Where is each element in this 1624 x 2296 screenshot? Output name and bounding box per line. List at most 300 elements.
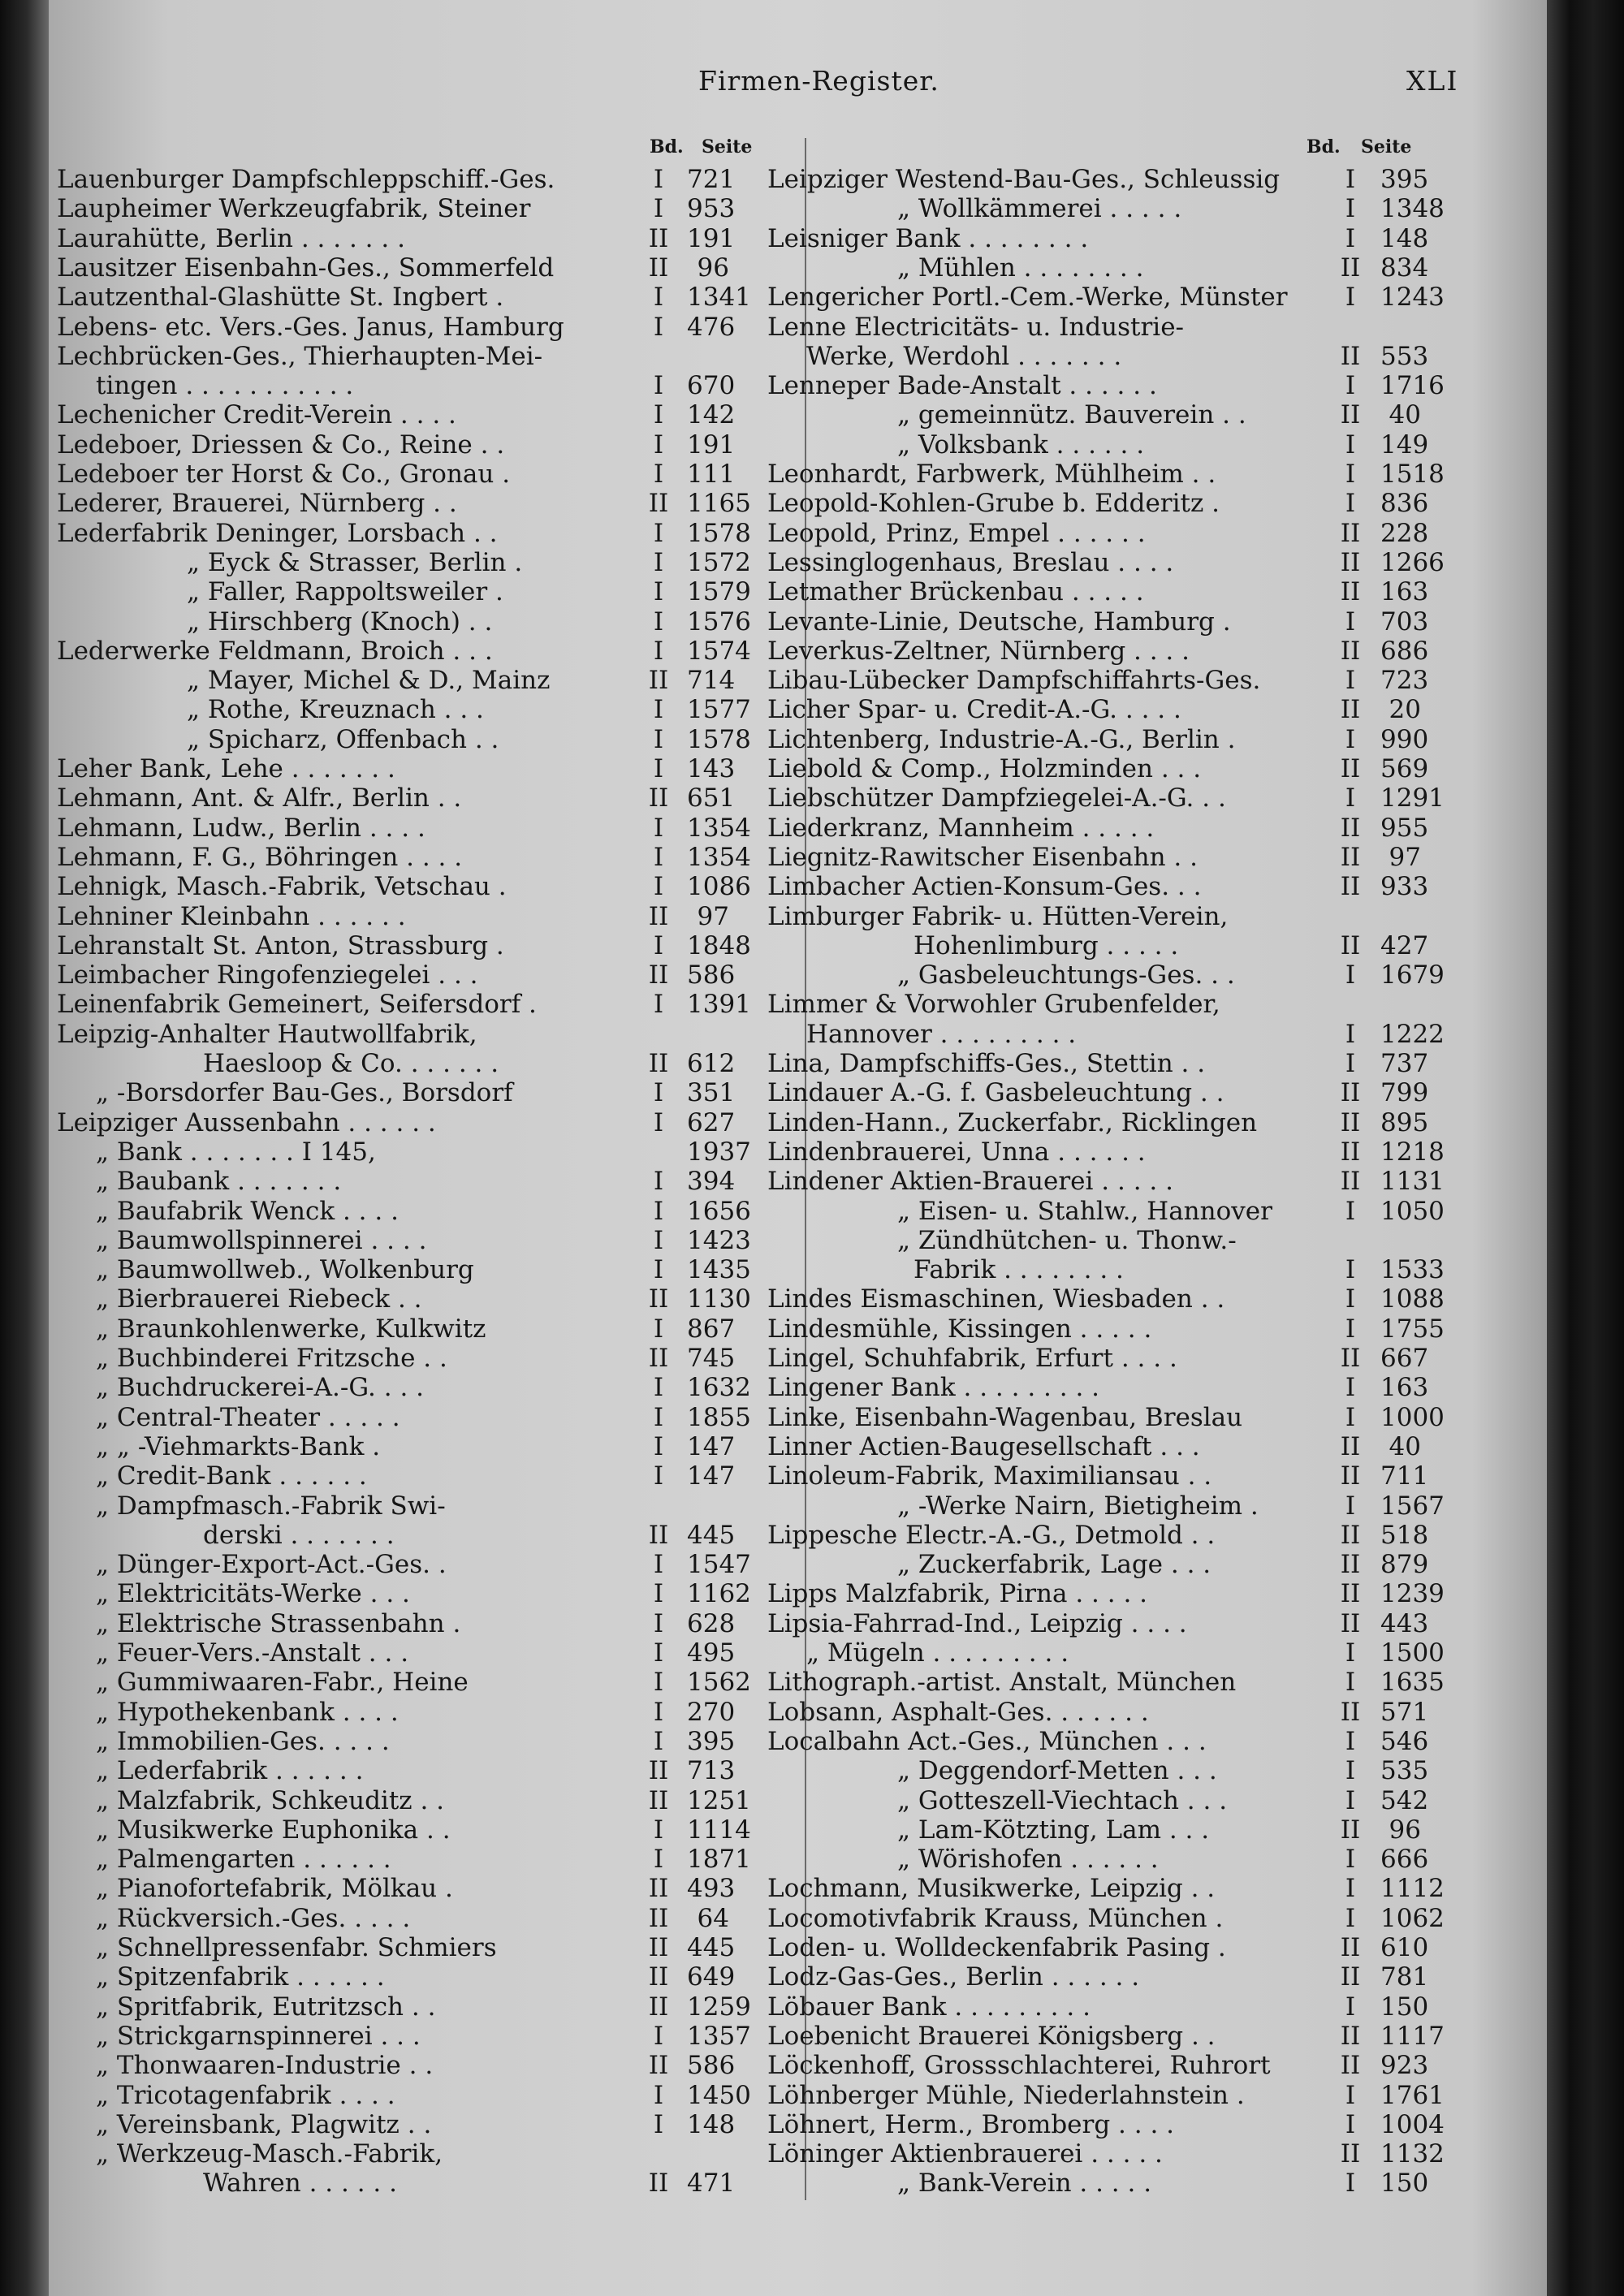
entry-name: „ Immobilien-Ges. . . . . <box>96 1726 390 1756</box>
entry-name: „ Eisen- u. Stahlw., Hannover <box>897 1196 1272 1226</box>
entry-name: „ Deggendorf-Metten . . . <box>897 1756 1217 1786</box>
index-entry <box>57 1550 751 1580</box>
entry-volume: II <box>1340 2139 1361 2169</box>
entry-page: 1004 <box>1380 2109 1445 2139</box>
entry-page: 1391 <box>687 990 751 1020</box>
entry-volume: II <box>1340 1078 1361 1108</box>
entry-volume: I <box>653 1845 664 1875</box>
entry-name: tingen . . . . . . . . . . . <box>96 371 354 401</box>
entry-volume: I <box>1345 460 1356 489</box>
entry-volume: II <box>648 2169 669 2199</box>
index-entry <box>767 1962 1441 1992</box>
entry-page: 163 <box>1380 1373 1429 1403</box>
entry-page: 40 <box>1389 400 1421 430</box>
index-entry <box>767 814 1441 843</box>
entry-page: 923 <box>1380 2051 1429 2081</box>
entry-volume: I <box>653 872 664 902</box>
index-entry <box>57 1020 731 1049</box>
index-entry <box>767 489 1441 518</box>
entry-volume: I <box>1345 1373 1356 1403</box>
index-entry <box>57 312 736 342</box>
entry-page: 721 <box>687 165 736 194</box>
entry-page: 723 <box>1380 666 1429 696</box>
index-entry <box>57 1402 751 1432</box>
entry-volume: I <box>653 312 664 342</box>
entry-page: 799 <box>1380 1078 1429 1108</box>
entry-volume: II <box>1340 1697 1361 1727</box>
entry-page: 627 <box>687 1107 736 1137</box>
entry-name: Leipzig-Anhalter Hautwollfabrik, <box>57 1019 477 1049</box>
entry-volume: II <box>1340 2021 1361 2051</box>
entry-name: Lithograph.-artist. Anstalt, München <box>767 1668 1237 1698</box>
entry-page: 148 <box>687 2109 736 2139</box>
entry-page: 1500 <box>1380 1638 1445 1668</box>
entry-volume: I <box>653 429 664 460</box>
index-entry <box>57 1314 736 1344</box>
entry-page: 150 <box>1380 1992 1429 2022</box>
entry-page: 745 <box>687 1344 736 1373</box>
index-entry <box>57 489 751 519</box>
entry-name: „ Zuckerfabrik, Lage . . . <box>897 1550 1212 1580</box>
index-entry <box>767 1255 1445 1285</box>
index-entry <box>767 1815 1441 1845</box>
entry-name: Lindesmühle, Kissingen . . . . . <box>767 1314 1152 1344</box>
index-entry <box>767 1521 1441 1550</box>
entry-name: „ Lam-Kötzting, Lam . . . <box>897 1815 1210 1845</box>
entry-name: Hannover . . . . . . . . . <box>806 1019 1077 1049</box>
entry-volume: II <box>648 1756 669 1786</box>
index-entry <box>57 872 751 902</box>
index-entry <box>767 902 1441 931</box>
entry-page: 895 <box>1380 1107 1429 1137</box>
entry-name: Lindes Eismaschinen, Wiesbaden . . <box>767 1284 1225 1314</box>
index-entry <box>57 2021 751 2051</box>
entry-volume: II <box>648 1933 669 1962</box>
entry-volume: I <box>653 1726 664 1756</box>
index-entry <box>767 1491 1445 1521</box>
entry-name: Leverkus-Zeltner, Nürnberg . . . . <box>767 636 1190 666</box>
index-entry <box>767 1786 1441 1815</box>
entry-name: Letmather Brückenbau . . . . . <box>767 577 1144 607</box>
right-seite-heading: Seite <box>1361 136 1412 158</box>
entry-volume: I <box>653 1225 664 1255</box>
entry-volume: II <box>1340 1344 1361 1373</box>
entry-name: „ Spicharz, Offenbach . . <box>187 724 499 754</box>
entry-volume: II <box>648 666 669 696</box>
entry-volume: I <box>653 165 664 194</box>
entry-name: Lipsia-Fahrrad-Ind., Leipzig . . . . <box>767 1608 1187 1638</box>
entry-page: 395 <box>687 1726 736 1756</box>
entry-volume: I <box>1345 1756 1356 1786</box>
entry-volume: II <box>648 901 669 931</box>
index-entry <box>767 1727 1441 1756</box>
entry-volume: II <box>1340 1461 1361 1491</box>
entry-volume: I <box>1345 960 1356 990</box>
entry-page: 1243 <box>1380 283 1445 313</box>
entry-page: 1239 <box>1380 1579 1445 1609</box>
entry-volume: I <box>1345 2109 1356 2139</box>
entry-name: Lausitzer Eisenbahn-Ges., Sommerfeld <box>57 252 555 283</box>
entry-volume: I <box>1345 223 1356 253</box>
index-entry <box>57 960 736 990</box>
entry-volume: I <box>1345 1284 1356 1314</box>
entry-page: 1574 <box>687 636 751 666</box>
entry-volume: I <box>653 1579 664 1609</box>
entry-volume: II <box>648 2051 669 2081</box>
index-entry <box>767 2021 1445 2051</box>
index-entry <box>767 1461 1441 1491</box>
entry-volume: I <box>1345 1668 1356 1698</box>
entry-page: 586 <box>687 2051 736 2081</box>
entry-volume: I <box>1345 489 1356 519</box>
index-entry <box>57 606 751 637</box>
entry-name: „ Feuer-Vers.-Anstalt . . . <box>96 1638 409 1668</box>
index-entry <box>57 783 736 814</box>
index-entry <box>57 1137 751 1167</box>
entry-page: 270 <box>687 1697 736 1727</box>
right-bd-heading: Bd. <box>1307 136 1341 158</box>
entry-name: Lederwerke Feldmann, Broich . . . <box>57 636 493 666</box>
entry-page: 714 <box>687 666 736 696</box>
entry-name: „ -Borsdorfer Bau-Ges., Borsdorf <box>96 1078 513 1108</box>
entry-volume: I <box>653 2080 664 2110</box>
entry-volume: II <box>648 1049 669 1078</box>
entry-page: 495 <box>687 1638 736 1668</box>
entry-page: 1572 <box>687 547 751 577</box>
entry-name: Lingel, Schuhfabrik, Erfurt . . . . <box>767 1344 1177 1373</box>
entry-name: „ Wörishofen . . . . . . <box>897 1845 1159 1875</box>
entry-volume: I <box>653 1196 664 1226</box>
index-entry <box>767 1402 1445 1432</box>
index-entry <box>767 1638 1445 1668</box>
index-entry <box>57 1461 736 1491</box>
index-entry <box>57 223 736 253</box>
entry-volume: I <box>653 1373 664 1403</box>
entry-volume: I <box>1345 1992 1356 2022</box>
entry-name: Leinenfabrik Gemeinert, Seifersdorf . <box>57 990 537 1020</box>
index-entry <box>767 1432 1441 1461</box>
page-number: XLI <box>1406 65 1459 97</box>
index-entry <box>57 1431 736 1461</box>
entry-volume: II <box>1340 930 1361 960</box>
index-entry <box>767 754 1441 783</box>
index-entry <box>57 1904 731 1933</box>
entry-page: 737 <box>1380 1049 1429 1078</box>
entry-page: 586 <box>687 960 736 990</box>
entry-page: 1266 <box>1380 547 1445 577</box>
index-entry <box>767 224 1441 253</box>
page-title: Firmen-Register. <box>698 65 939 97</box>
entry-volume: II <box>1340 341 1361 371</box>
entry-volume: I <box>653 1314 664 1344</box>
entry-volume: I <box>1345 1785 1356 1815</box>
entry-name: Lehnigk, Masch.-Fabrik, Vetschau . <box>57 872 507 902</box>
entry-page: 150 <box>1380 2169 1429 2199</box>
index-entry <box>57 194 736 224</box>
entry-volume: I <box>653 2021 664 2051</box>
index-entry <box>57 2109 736 2139</box>
entry-page: 1533 <box>1380 1255 1445 1285</box>
entry-volume: I <box>653 636 664 666</box>
entry-name: Lessinglogenhaus, Breslau . . . . <box>767 547 1174 577</box>
entry-volume: I <box>1345 724 1356 754</box>
entry-page: 351 <box>687 1078 736 1108</box>
entry-volume: II <box>1340 1520 1361 1550</box>
entry-volume: I <box>653 1167 664 1197</box>
entry-page: 471 <box>687 2169 736 2199</box>
entry-name: „ Mühlen . . . . . . . . <box>897 252 1144 283</box>
entry-volume: II <box>1340 636 1361 666</box>
entry-name: Laurahütte, Berlin . . . . . . . <box>57 223 405 253</box>
index-entry <box>767 2139 1445 2169</box>
entry-name: „ Dampfmasch.-Fabrik Swi- <box>96 1491 446 1521</box>
index-entry <box>57 636 751 666</box>
entry-page: 1578 <box>687 724 751 754</box>
entry-page: 111 <box>687 460 736 489</box>
entry-name: Löbauer Bank . . . . . . . . . <box>767 1992 1091 2022</box>
entry-name: „ Malzfabrik, Schkeuditz . . <box>96 1785 445 1815</box>
entry-page: 1435 <box>687 1255 751 1285</box>
entry-page: 569 <box>1380 754 1429 783</box>
entry-volume: I <box>1345 429 1356 460</box>
index-entry <box>57 1962 736 1992</box>
entry-name: Werke, Werdohl . . . . . . . <box>806 341 1122 371</box>
entry-page: 711 <box>1380 1461 1429 1491</box>
entry-volume: II <box>648 783 669 814</box>
index-entry <box>767 783 1445 814</box>
index-entry <box>767 547 1445 577</box>
index-entry <box>57 1373 751 1403</box>
entry-name: „ Schnellpressenfabr. Schmiers <box>96 1933 497 1962</box>
index-entry <box>767 637 1441 666</box>
index-entry <box>57 1225 751 1255</box>
entry-name: Löhnberger Mühle, Niederlahnstein . <box>767 2080 1245 2110</box>
index-entry <box>767 1903 1445 1933</box>
entry-name: Lippesche Electr.-A.-G., Detmold . . <box>767 1520 1216 1550</box>
entry-name: Liegnitz-Rawitscher Eisenbahn . . <box>767 842 1198 872</box>
entry-page: 703 <box>1380 606 1429 637</box>
index-entry <box>57 2139 731 2169</box>
index-entry <box>767 253 1441 283</box>
entry-page: 834 <box>1380 252 1429 283</box>
entry-volume: II <box>1340 754 1361 783</box>
entry-page: 990 <box>1380 724 1429 754</box>
entry-page: 1062 <box>1380 1903 1445 1933</box>
entry-page: 142 <box>687 400 736 430</box>
entry-page: 163 <box>1380 577 1429 607</box>
entry-volume: I <box>653 990 664 1020</box>
entry-volume: II <box>648 1874 669 1904</box>
entry-name: „ Strickgarnspinnerei . . . <box>96 2021 421 2051</box>
index-entry <box>57 1756 736 1786</box>
entry-name: „ Faller, Rappoltsweiler . <box>187 577 503 607</box>
entry-page: 394 <box>687 1167 736 1197</box>
entry-name: „ gemeinnütz. Bauverein . . <box>897 400 1246 430</box>
index-entry <box>57 547 751 577</box>
entry-page: 1576 <box>687 606 751 637</box>
entry-name: Lenne Electricitäts- u. Industrie- <box>767 312 1185 342</box>
entry-name: „ Musikwerke Euphonika . . <box>96 1815 451 1845</box>
index-entry <box>57 1785 751 1815</box>
entry-name: Lindauer A.-G. f. Gasbeleuchtung . . <box>767 1078 1224 1108</box>
index-entry <box>767 872 1441 901</box>
index-entry <box>767 1108 1441 1137</box>
entry-name: „ Werkzeug-Masch.-Fabrik, <box>96 2139 443 2169</box>
entry-name: Licher Spar- u. Credit-A.-G. . . . . <box>767 695 1181 725</box>
entry-name: Lederfabrik Deninger, Lorsbach . . <box>57 518 498 548</box>
index-entry <box>767 1933 1441 1962</box>
entry-volume: I <box>653 1815 664 1845</box>
entry-page: 64 <box>697 1903 729 1933</box>
index-entry <box>57 2051 736 2081</box>
entry-volume: I <box>653 460 664 489</box>
entry-name: Limburger Fabrik- u. Hütten-Verein, <box>767 901 1229 931</box>
entry-name: „ Baumwollspinnerei . . . . <box>96 1225 427 1255</box>
index-entry <box>767 460 1445 489</box>
index-entry <box>767 194 1445 224</box>
entry-page: 1632 <box>687 1373 751 1403</box>
entry-page: 713 <box>687 1756 736 1786</box>
entry-name: „ Lederfabrik . . . . . . <box>96 1756 364 1786</box>
entry-page: 40 <box>1389 1431 1421 1461</box>
index-entry <box>767 1019 1445 1049</box>
entry-page: 628 <box>687 1608 736 1638</box>
entry-name: „ Braunkohlenwerke, Kulkwitz <box>96 1314 486 1344</box>
entry-volume: I <box>653 842 664 872</box>
entry-name: Lina, Dampfschiffs-Ges., Stettin . . <box>767 1049 1206 1078</box>
entry-page: 781 <box>1380 1962 1429 1992</box>
entry-name: Lingener Bank . . . . . . . . . <box>767 1373 1100 1403</box>
entry-page: 1050 <box>1380 1196 1445 1226</box>
index-entry <box>57 990 751 1020</box>
entry-volume: I <box>653 400 664 430</box>
index-entry <box>767 2051 1441 2080</box>
entry-page: 1000 <box>1380 1402 1445 1432</box>
index-entry <box>767 1874 1445 1904</box>
entry-page: 1656 <box>687 1196 751 1226</box>
index-entry <box>57 400 736 430</box>
entry-page: 1354 <box>687 842 751 872</box>
entry-page: 493 <box>687 1874 736 1904</box>
entry-name: Liederkranz, Mannheim . . . . . <box>767 813 1155 843</box>
entry-name: Locomotivfabrik Krauss, München . <box>767 1903 1224 1933</box>
entry-page: 610 <box>1380 1933 1429 1962</box>
index-entry <box>767 400 1441 429</box>
index-entry <box>57 165 736 194</box>
entry-name: Levante-Linie, Deutsche, Hamburg . <box>767 606 1231 637</box>
entry-volume: II <box>648 1992 669 2022</box>
entry-name: „ Baumwollweb., Wolkenburg <box>96 1255 474 1285</box>
entry-volume: I <box>1345 606 1356 637</box>
entry-page: 228 <box>1380 518 1429 548</box>
entry-name: „ Mayer, Michel & D., Mainz <box>187 666 551 696</box>
entry-volume: II <box>648 1520 669 1550</box>
entry-name: Löhnert, Herm., Bromberg . . . . <box>767 2109 1175 2139</box>
entry-page: 1114 <box>687 1815 751 1845</box>
index-entry <box>767 1344 1441 1373</box>
entry-name: „ Zündhütchen- u. Thonw.- <box>897 1225 1237 1255</box>
entry-volume: I <box>653 1638 664 1668</box>
entry-page: 1117 <box>1380 2021 1445 2051</box>
entry-volume: I <box>1345 283 1356 313</box>
index-entry <box>767 2080 1445 2110</box>
entry-volume: I <box>1345 666 1356 696</box>
entry-volume: I <box>1345 1049 1356 1078</box>
entry-volume: II <box>1340 1167 1361 1197</box>
entry-name: „ Dünger-Export-Act.-Ges. . <box>96 1550 447 1580</box>
entry-name: „ Spritfabrik, Eutritzsch . . <box>96 1992 436 2022</box>
entry-page: 1222 <box>1380 1019 1445 1049</box>
entry-volume: II <box>648 252 669 283</box>
left-seite-heading: Seite <box>702 136 753 158</box>
index-entry <box>767 1845 1441 1874</box>
index-entry <box>57 1638 736 1668</box>
entry-name: Lipps Malzfabrik, Pirna . . . . . <box>767 1579 1148 1609</box>
index-entry <box>767 577 1441 606</box>
index-entry <box>767 371 1445 401</box>
entry-page: 867 <box>687 1314 736 1344</box>
entry-volume: I <box>653 1431 664 1461</box>
entry-name: Ledeboer, Driessen & Co., Reine . . <box>57 429 505 460</box>
entry-name: Linden-Hann., Zuckerfabr., Ricklingen <box>767 1107 1258 1137</box>
entry-name: Linner Actien-Baugesellschaft . . . <box>767 1431 1200 1461</box>
index-entry <box>57 695 751 725</box>
index-entry <box>767 1167 1445 1197</box>
entry-volume: I <box>1345 1314 1356 1344</box>
index-entry <box>767 666 1441 695</box>
entry-name: „ Buchdruckerei-A.-G. . . . <box>96 1373 425 1403</box>
index-entry <box>57 2169 736 2199</box>
entry-page: 1518 <box>1380 460 1445 489</box>
index-entry <box>767 1196 1445 1226</box>
entry-name: Liebschützer Dampfziegelei-A.-G. . . <box>767 783 1226 814</box>
entry-volume: II <box>1340 252 1361 283</box>
entry-page: 1567 <box>1380 1491 1445 1521</box>
entry-page: 149 <box>1380 429 1429 460</box>
entry-name: „ Volksbank . . . . . . <box>897 429 1145 460</box>
entry-page: 1855 <box>687 1402 751 1432</box>
entry-name: „ Bank-Verein . . . . . <box>897 2169 1152 2199</box>
index-entry <box>57 1933 736 1962</box>
entry-name: Lichtenberg, Industrie-A.-G., Berlin . <box>767 724 1236 754</box>
entry-volume: II <box>648 1962 669 1992</box>
entry-volume: II <box>1340 1608 1361 1638</box>
entry-name: Lederer, Brauerei, Nürnberg . . <box>57 489 457 519</box>
entry-page: 1131 <box>1380 1167 1445 1197</box>
entry-volume: II <box>1340 2051 1361 2081</box>
entry-page: 1251 <box>687 1785 751 1815</box>
index-entry <box>767 1992 1441 2022</box>
entry-page: 546 <box>1380 1726 1429 1756</box>
entry-page: 1348 <box>1380 194 1445 224</box>
entry-volume: I <box>1345 2080 1356 2110</box>
index-entry <box>767 1078 1441 1107</box>
entry-name: Lehmann, Ludw., Berlin . . . . <box>57 813 425 843</box>
index-entry <box>767 342 1441 371</box>
entry-volume: I <box>1345 1402 1356 1432</box>
entry-volume: I <box>653 547 664 577</box>
entry-name: Lautzenthal-Glashütte St. Ingbert . <box>57 283 504 313</box>
entry-page: 1354 <box>687 813 751 843</box>
index-entry <box>767 430 1441 460</box>
entry-volume: I <box>653 283 664 313</box>
index-entry <box>57 2080 751 2110</box>
entry-volume: II <box>1340 1107 1361 1137</box>
index-entry <box>57 1491 731 1521</box>
entry-name: Leimbacher Ringofenziegelei . . . <box>57 960 478 990</box>
entry-page: 97 <box>697 901 729 931</box>
entry-page: 191 <box>687 223 736 253</box>
